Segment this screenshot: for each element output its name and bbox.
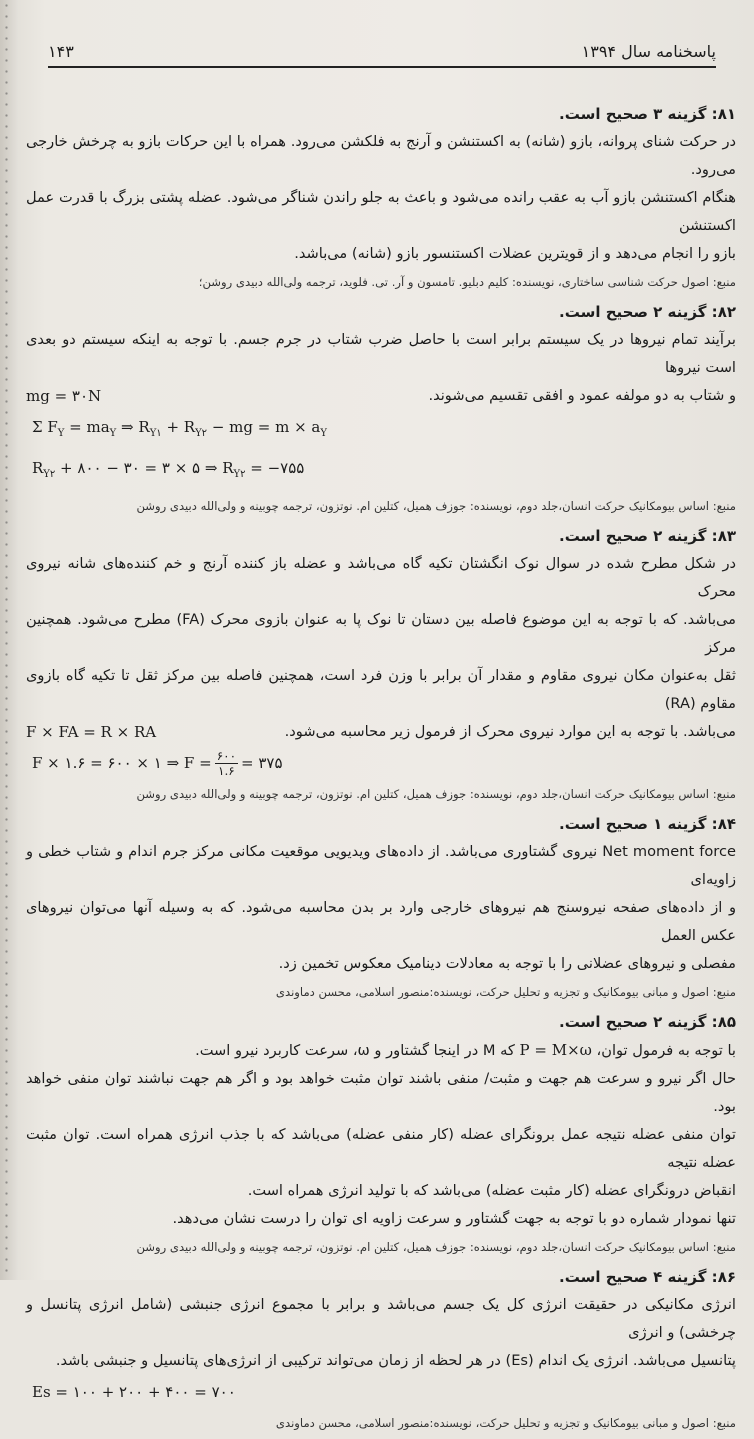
formula-fraction	[215, 749, 238, 778]
formula-weight: mg = ۳۰N	[26, 387, 102, 405]
page-header	[48, 34, 716, 68]
page-binding	[0, 0, 18, 1280]
answer-85-line	[26, 1036, 736, 1065]
answer-content	[26, 100, 736, 1439]
answer-85-line: حال اگر نیرو و سرعت هم جهت و مثبت/ منفی باشند توان مثبت خواهد بود و اگر هم جهت نباشند توان منفی خواهد بود.	[26, 1070, 736, 1115]
formula-sum-forces: Σ $F_Y = ma_Y$ ⇒ $R_{Y۱} + R_{Y۲}$ − mg = $m \times a_Y$	[32, 418, 327, 439]
answer-83-source: منبع: اساس بیومکانیک حرکت انسان،جلد دوم، نویسنده: جوزف همیل، کتلین ام. نوتزون، ترجمه چوبینه و ولی‌الله دبیدی روشن	[136, 787, 736, 801]
answer-82	[26, 298, 736, 518]
answer-83-row	[26, 718, 736, 746]
answer-81-line: در حرکت شنای پروانه، بازو (شانه) به اکستنشن و آرنج به فلکشن می‌رود. همراه با این حرکات بازو به چرخش خارجی می‌رود.	[26, 133, 736, 178]
answer-86-line: انرژی مکانیکی در حقیقت انرژی کل یک جسم می‌باشد و برابر با مجموع انرژی جنبشی (شامل انرژی پتانسل و چرخشی) و انرژی	[26, 1296, 736, 1341]
formula-lever: F × FA = R × RA	[26, 723, 157, 741]
page-number: ۱۴۳	[48, 41, 74, 61]
header-rule	[48, 66, 716, 68]
answer-81-line: بازو را انجام می‌دهد و از قویترین عضلات اکستنسور بازو (شانه) می‌باشد.	[294, 245, 736, 262]
answer-84-line: مفصلی و نیروهای عضلانی را با توجه به معادلات دینامیک معکوس تخمین زد.	[278, 955, 736, 972]
answer-82-line: برآیند تمام نیروها در یک سیستم برابر است با حاصل ضرب شتاب در جرم جسم. با توجه به اینکه سیستم دو بعدی است نیروها	[26, 331, 736, 376]
answer-83-title: ۸۳: گزینه ۲ صحیح است.	[559, 527, 736, 545]
answer-86	[26, 1263, 736, 1435]
running-title: پاسخنامه سال ۱۳۹۴	[581, 41, 716, 61]
answer-84-line: و از داده‌های صفحه نیروسنج هم نیروهای خارجی وارد بر بدن محاسبه می‌شود. که به وسیله آنها می‌توان نیروهای عکس العمل	[26, 899, 736, 944]
formula-energy: Es = ۱۰۰ + ۲۰۰ + ۴۰۰ = ۷۰۰	[32, 1383, 236, 1401]
answer-84-source: منبع: اصول و مبانی بیومکانیک و تجزیه و تحلیل حرکت، نویسنده:منصور اسلامی، محسن دماوندی	[275, 985, 736, 999]
fraction-numerator: ۶۰۰	[216, 748, 237, 763]
answer-81-title: ۸۱: گزینه ۳ صحیح است.	[559, 105, 736, 123]
answer-85-title: ۸۵: گزینه ۲ صحیح است.	[559, 1013, 736, 1031]
answer-82-line: و شتاب به دو مولفه عمود و افقی تقسیم می‌شوند.	[428, 387, 736, 404]
answer-84	[26, 810, 736, 1004]
answer-81-line: هنگام اکستنشن بازو آب به عقب رانده می‌شود و باعث به جلو راندن شناگر می‌شود. عضله پشتی بزرگ با قدرت عمل اکستنشن	[26, 189, 736, 234]
answer-85-line-b: که M در اینجا گشتاور و ω، سرعت کاربرد نیرو است.	[195, 1042, 515, 1059]
answer-84-line: Net moment force نیروی گشتاوری می‌باشد. از داده‌های ویدیویی موقعیت مکانی مرکز جرم اندام و شتاب خطی و زاویه‌ای	[26, 843, 736, 888]
answer-85-line: تنها نمودار شماره دو با توجه به جهت گشتاور و سرعت زاویه ای توان را درست نشان می‌دهد.	[172, 1210, 736, 1227]
answer-83-line: ثقل به‌عنوان مکان نیروی مقاوم و مقدار آن برابر با وزن فرد است، همچنین فاصله بین مرکز ثقل تا تکیه گاه بازوی مقاوم (RA)	[26, 667, 736, 712]
fraction-denominator: ۱.۶	[218, 763, 235, 778]
formula-reaction: $R_{Y۲}$ + ۸۰۰ − ۳۰ = ۳ × ۵ ⇒ $R_{Y۲}$ = −۷۵۵	[32, 459, 305, 480]
answer-85-line: توان منفی عضله نتیجه عمل برونگرای عضله (کار منفی عضله) می‌باشد که با جذب انرژی همراه است. توان مثبت عضله نتیجه	[26, 1126, 736, 1171]
answer-82-row	[26, 382, 736, 410]
answer-86-line: پتانسیل می‌باشد. انرژی یک اندام (Es) در هر لحظه از زمان می‌تواند ترکیبی از انرژی‌های پتانسیل و جنبشی باشد.	[55, 1352, 736, 1369]
answer-84-title: ۸۴: گزینه ۱ صحیح است.	[559, 815, 736, 833]
answer-85-source: منبع: اساس بیومکانیک حرکت انسان،جلد دوم، نویسنده: جوزف همیل، کتلین ام. نوتزون، ترجمه چوبینه و ولی‌الله دبیدی روشن	[136, 1240, 736, 1254]
formula-force	[32, 746, 730, 780]
answer-81-source: منبع: اصول حرکت شناسی ساختاری، نویسنده: کلیم دبلیو. تامسون و آر. تی. فلوید، ترجمه ولی‌الله دبیدی روشن؛	[198, 275, 736, 289]
binding-dots	[5, 0, 8, 1280]
formula-force-expr	[32, 746, 283, 780]
answer-85	[26, 1008, 736, 1259]
formula-force-left: F × ۱.۶ = ۶۰۰ × ۱ ⇒ F =	[32, 754, 212, 772]
answer-82-source: منبع: اساس بیومکانیک حرکت انسان،جلد دوم، نویسنده: جوزف همیل، کتلین ام. نوتزون، ترجمه چوبینه و ولی‌الله دبیدی روشن	[136, 499, 736, 513]
answer-83-line: در شکل مطرح شده در سوال نوک انگشتان تکیه گاه می‌باشد و عضله باز کننده آرنج و خم کننده‌های شانه نیروی محرک	[26, 555, 736, 600]
answer-83-line: می‌باشد. با توجه به این موارد نیروی محرک از فرمول زیر محاسبه می‌شود.	[284, 723, 736, 740]
answer-83	[26, 522, 736, 806]
answer-82-title: ۸۲: گزینه ۲ صحیح است.	[559, 303, 736, 321]
answer-86-title: ۸۶: گزینه ۴ صحیح است.	[559, 1268, 736, 1286]
answer-85-line: انقباض درونگرای عضله (کار مثبت عضله) می‌باشد که با تولید انرژی همراه است.	[247, 1182, 736, 1199]
answer-81	[26, 100, 736, 294]
formula-force-right: = ۳۷۵	[241, 754, 283, 772]
answer-83-line: می‌باشد. که با توجه به این موضوع فاصله بین دستان تا نوک پا به عنوان بازوی محرک (FA) مطرح می‌شود. همچنین مرکز	[26, 611, 736, 656]
answer-85-line-a: با توجه به فرمول توان،	[596, 1042, 736, 1059]
answer-86-source: منبع: اصول و مبانی بیومکانیک و تجزیه و تحلیل حرکت، نویسنده:منصور اسلامی، محسن دماوندی	[275, 1416, 736, 1430]
formula-power: P = M×ω	[519, 1041, 592, 1059]
